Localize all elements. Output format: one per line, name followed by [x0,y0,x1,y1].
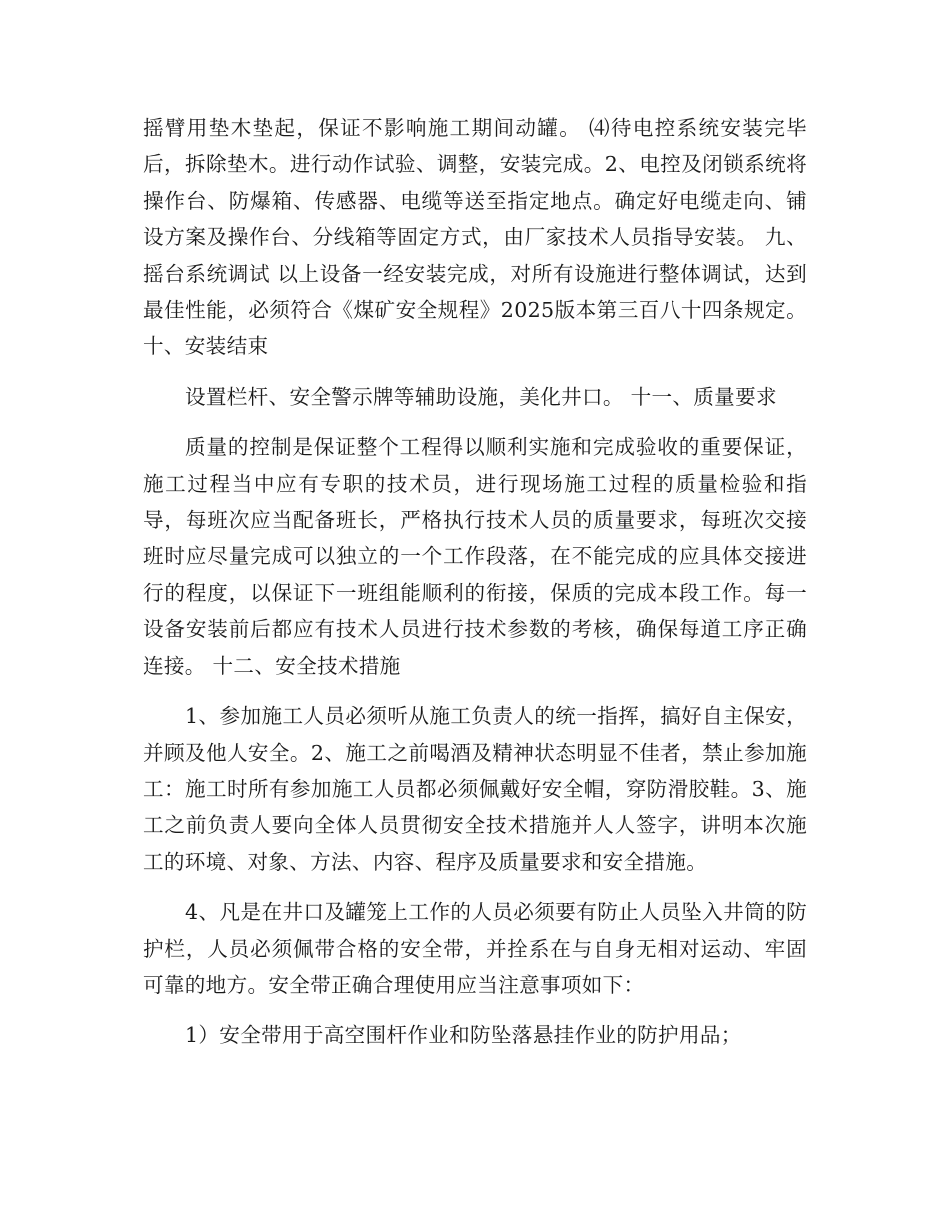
paragraph-6: 1）安全带用于高空围杆作业和防坠落悬挂作业的防护用品； [185,1023,742,1048]
paragraph-gap [143,415,807,429]
document-body [143,110,807,1054]
paragraph-4: 1、参加施工人员必须听从施工负责人的统一指挥，搞好自主保安，并顾及他人安全。2、施工之前喝酒及精神状态明显不佳者，禁止参加施工：施工时所有参加施工人员都必须佩戴好安全帽，穿防滑胶鞋。3、施工之前负责人要向全体人员贯彻安全技术措施并人人签字，讲明本次施工的环境、对象、方法、内容、程序及质量要求和安全措施。 [143,704,807,874]
paragraph-3: 质量的控制是保证整个工程得以顺利实施和完成验收的重要保证，施工过程当中应有专职的技术员，进行现场施工过程的质量检验和指导，每班次应当配备班长，严格执行技术人员的质量要求，每班次交接班时应尽量完成可以独立的一个工作段落，在不能完成的应具体交接进行的程度，以保证下一班组能顺利的衔接，保质的完成本段工作。每一设备安装前后都应有技术人员进行技术参数的考核，确保每道工序正确连接。 十二、安全技术措施 [143,435,807,678]
paragraph-2: 设置栏杆、安全警示牌等辅助设施，美化井口。 十一、质量要求 [185,384,777,409]
paragraph-gap [143,880,807,894]
paragraph-gap [143,684,807,698]
paragraph-1: 摇臂用垫木垫起，保证不影响施工期间动罐。 ⑷待电控系统安装完毕后，拆除垫木。进行动作试验、调整，安装完成。2、电控及闭锁系统将操作台、防爆箱、传感器、电缆等送至指定地点。确定好电缆走向、铺设方案及操作台、分线箱等固定方式，由厂家技术人员指导安装。 九、摇台系统调试 以上设备一经安装完成，对所有设施进行整体调试，达到最佳性能，必须符合《煤矿安全规程》2025版本第三百八十四条规定。 十、安装结束 [143,116,807,359]
paragraph-gap [143,1003,807,1017]
paragraph-5: 4、凡是在井口及罐笼上工作的人员必须要有防止人员坠入井筒的防护栏，人员必须佩带合格的安全带，并拴系在与自身无相对运动、牢固可靠的地方。安全带正确合理使用应当注意事项如下： [143,900,807,997]
paragraph-gap [143,365,807,379]
